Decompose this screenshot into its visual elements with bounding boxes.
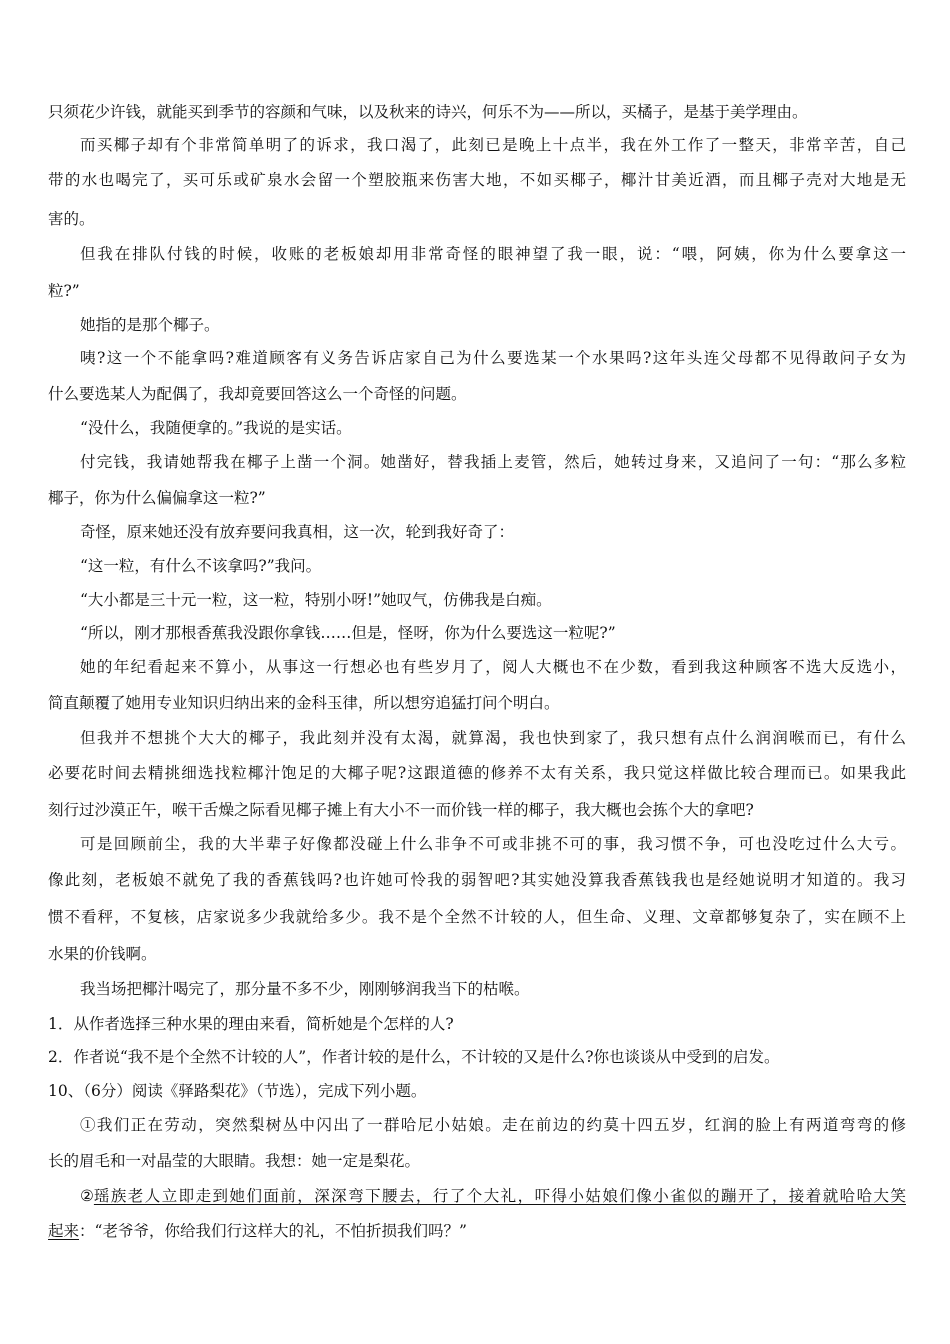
paragraph-start: 可是回顾前尘，我的大半辈子好像都没碰上什么非争不可或非挑不可的事，我习惯不争，可也没吃过什么大亏。: [80, 835, 906, 853]
text-line: 惯不看秤，不复核，店家说多少我就给多少。我不是个全然不计较的人，但生命、义理、文章都够复杂了，实在顾不上: [48, 908, 906, 926]
text-line: 带的水也喝完了，买可乐或矿泉水会留一个塑胶瓶来伤害大地，不如买椰子，椰汁甘美近酒，而且椰子壳对大地是无: [48, 171, 906, 189]
text-line: 长的眉毛和一对晶莹的大眼睛。我想：她一定是梨花。: [48, 1152, 421, 1170]
underlined-sentence-end: 起来: [48, 1222, 80, 1240]
passage-paragraph-2: [80, 1186, 906, 1208]
text-line: [48, 1221, 906, 1243]
text-line: 什么要选某人为配偶了，我却竟要回答这么一个奇怪的问题。: [48, 385, 467, 403]
paragraph-start: 但我在排队付钱的时候，收账的老板娘却用非常奇怪的眼神望了我一眼，说：“喂，阿姨，你为什么要拿这一: [80, 245, 906, 263]
underlined-sentence: 瑶族老人立即走到她们面前，深深弯下腰去，行了个大礼，吓得小姑娘们像小雀似的蹦开了，接着就哈哈大笑: [93, 1187, 906, 1205]
text-line: 刻行过沙漠正午，喉干舌燥之际看见椰子摊上有大小不一而价钱一样的椰子，我大概也会拣个大的拿吧?: [48, 801, 754, 819]
paragraph-start: “大小都是三十元一粒，这一粒，特别小呀!”她叹气，仿佛我是白痴。: [80, 591, 552, 609]
passage-paragraph-1: ①我们正在劳动，突然梨树丛中闪出了一群哈尼小姑娘。走在前边的约莫十四五岁，红润的脸上有两道弯弯的修: [80, 1116, 906, 1134]
paragraph-start: “所以，刚才那根香蕉我没跟你拿钱……但是，怪呀，你为什么要选这一粒呢?”: [80, 624, 616, 642]
paragraph-start: 奇怪，原来她还没有放弃要问我真相，这一次，轮到我好奇了：: [80, 523, 515, 541]
text-line: 椰子，你为什么偏偏拿这一粒?”: [48, 489, 266, 507]
paragraph-start: 而买椰子却有个非常简单明了的诉求，我口渴了，此刻已是晚上十点半，我在外工作了一整天，非常辛苦，自己: [80, 136, 906, 154]
text-line: 水果的价钱啊。: [48, 945, 157, 963]
paragraph-start: 我当场把椰汁喝完了，那分量不多不少，刚刚够润我当下的枯喉。: [80, 980, 530, 998]
text-line: 只须花少许钱，就能买到季节的容颜和气味，以及秋来的诗兴，何乐不为——所以，买橘子，是基于美学理由。: [48, 103, 808, 121]
text-line: 简直颠覆了她用专业知识归纳出来的金科玉律，所以想穷追猛打问个明白。: [48, 694, 560, 712]
paragraph-start: “这一粒，有什么不该拿吗?”我问。: [80, 557, 322, 575]
paragraph-start: 但我并不想挑个大大的椰子，我此刻并没有太渴，就算渴，我也快到家了，我只想有点什么润润喉而已，有什么: [80, 729, 906, 747]
paragraph-start: 咦?这一个不能拿吗?难道顾客有义务告诉店家自己为什么要选某一个水果吗?这年头连父母都不见得敢问子女为: [80, 349, 906, 367]
question-2: 2．作者说“我不是个全然不计较的人”，作者计较的是什么，不计较的又是什么?你也谈谈从中受到的启发。: [48, 1048, 780, 1066]
paragraph-start: “没什么，我随便拿的。”我说的是实话。: [80, 419, 352, 437]
paragraph-number: ②: [80, 1187, 94, 1205]
question-10-heading: 10、（6分）阅读《驿路梨花》（节选），完成下列小题。: [48, 1082, 427, 1100]
text-line: 必要花时间去精挑细选找粒椰汁饱足的大椰子呢?这跟道德的修养不太有关系，我只觉这样做比较合理而已。如果我此: [48, 764, 906, 782]
quote-text: ：“老爷爷，你给我们行这样大的礼，不怕折损我们吗？”: [79, 1222, 467, 1240]
paragraph-start: 她的年纪看起来不算小，从事这一行想必也有些岁月了，阅人大概也不在少数，看到我这种顾客不选大反选小，: [80, 658, 906, 676]
paragraph-start: 她指的是那个椰子。: [80, 316, 220, 334]
text-line: 像此刻，老板娘不就免了我的香蕉钱吗?也许她可怜我的弱智吧?其实她没算我香蕉钱我也是经她说明才知道的。我习: [48, 871, 906, 889]
text-line: 害的。: [48, 210, 95, 228]
text-line: 粒?”: [48, 282, 80, 300]
question-1: 1．从作者选择三种水果的理由来看，简析她是个怎样的人?: [48, 1015, 454, 1033]
paragraph-start: 付完钱，我请她帮我在椰子上凿一个洞。她凿好，替我插上麦管，然后，她转过身来，又追问了一句：“那么多粒: [80, 453, 906, 471]
